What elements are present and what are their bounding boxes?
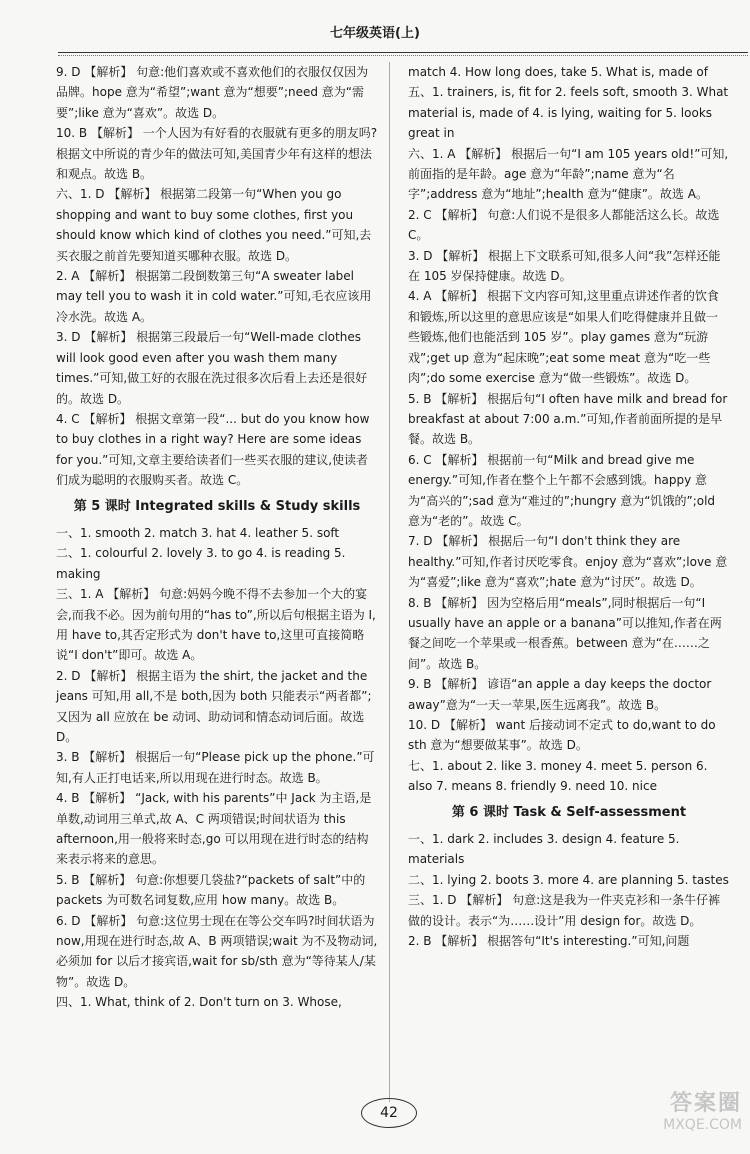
answer-9: 9. D 【解析】 句意:他们喜欢或不喜欢他们的衣服仅仅因为品牌。hope 意为“希望”;want 意为“想要”;need 意为“需要”;like 意为“喜欢”。故选 D。 <box>56 65 369 120</box>
watermark-logo: 答案圈 <box>669 1091 742 1116</box>
part5: 五、1. trainers, is, fit for 2. feels soft, smooth 3. What material is, made of 4. is lying, waiting for 5. looks great in <box>408 85 729 141</box>
part6-answer-2: 2. C 【解析】 句意:人们说不是很多人都能活这么长。故选 C。 <box>408 207 720 243</box>
lesson6-part1: 一、1. dark 2. includes 3. design 4. feature 5. materials <box>408 832 680 867</box>
lesson5-part1: 一、1. smooth 2. match 3. hat 4. leather 5. soft <box>56 525 340 540</box>
lesson5-part3-answer-1: 三、1. A 【解析】 句意:妈妈今晚不得不去参加一个大的宴会,而我不必。因为前句用的“has to”,所以后句根据主语为 I,用 have to,其否定形式为 don't have to,这里可直接简略说“I don't”即可。故选 A。 <box>56 587 376 663</box>
answer-10: 10. B 【解析】 一个人因为有好看的衣服就有更多的朋友吗?根据文中所说的青少年的做法可知,美国青少年有这样的想法和观点。故选 B。 <box>56 126 378 182</box>
part6-answer-4: 4. A 【解析】 根据下文内容可知,这里重点讲述作者的饮食和锻炼,所以这里的意思应该是“如果人们吃得健康并且做一些锻炼,他们也能活到 105 岁”。play games 意为“玩游戏”;get up 意为“起床晚”;eat some meat 意为“吃一些肉”;do some exercise 意为“做一些锻炼”。故选 D。 <box>408 289 719 386</box>
left-column <box>56 62 378 1013</box>
lesson5-part3-answer-3: 3. B 【解析】 根据后一句“Please pick up the phone.”可知,有人正打电话来,所以用现在进行时态。故选 B。 <box>56 750 375 785</box>
part6-answer-10: 10. D 【解析】 want 后接动词不定式 to do,want to do sth 意为“想要做某事”。故选 D。 <box>408 718 716 753</box>
header-rule-dotted <box>58 55 748 56</box>
section-6-answer-1: 六、1. D 【解析】 根据第二段第一句“When you go shopping and want to buy some clothes, first you should know which kind of clothes you need.”可知,去买衣服之前首先要知道买哪种衣服。故选 D。 <box>56 187 372 263</box>
lesson6-part2: 二、1. lying 2. boots 3. more 4. are planning 5. tastes <box>408 872 729 887</box>
lesson5-part3-answer-4: 4. B 【解析】 “Jack, with his parents”中 Jack 为主语,是单数,动词用三单式,故 A、C 两项错误;时间状语为 this afternoon,用一般将来时态,go 可以用现在进行时态的结构来表示将来的意思。 <box>56 791 372 867</box>
lesson5-part3-answer-6: 6. D 【解析】 句意:这位男士现在在等公交车吗?时间状语为 now,用现在进行时态,故 A、B 两项错误;wait 为不及物动词,必须加 for 以后才接宾语,wait for sb/sth 意为“等待某人/某物”。故选 D。 <box>56 913 378 989</box>
section-6-answer-2: 2. A 【解析】 根据第二段倒数第三句“A sweater label may tell you to wash it in cold water.”可知,毛衣应该用冷水洗。故选 A。 <box>56 269 372 324</box>
right-column <box>408 62 730 951</box>
header-rule <box>58 52 748 53</box>
lesson-5-title: 第 5 课时 Integrated skills & Study skills <box>73 498 361 514</box>
lesson5-part2: 二、1. colourful 2. lovely 3. to go 4. is reading 5. making <box>56 546 346 581</box>
part6-answer-3: 3. D 【解析】 根据上下文联系可知,很多人问“我”怎样还能在 105 岁保持健康。故选 D。 <box>408 248 721 284</box>
part4-continued: match 4. How long does, take 5. What is, made of <box>408 65 708 79</box>
lesson-6-title: 第 6 课时 Task & Self-assessment <box>451 804 687 820</box>
part7: 七、1. about 2. like 3. money 4. meet 5. person 6. also 7. means 8. friendly 9. need 10. nice <box>408 758 708 794</box>
watermark-url: MXQE.COM <box>663 1117 742 1133</box>
lesson5-part4: 四、1. What, think of 2. Don't turn on 3. Whose, <box>56 995 342 1010</box>
part6-answer-5: 5. B 【解析】 根据后句“I often have milk and bread for breakfast at about 7:00 a.m.”可知,作者前面所提的是早餐。故选 B。 <box>408 391 728 447</box>
section-6-answer-4: 4. C 【解析】 根据文章第一段“... but do you know how to buy clothes in a right way? Here are some ideas for you.”可知,文章主要给读者们一些买衣服的建议,使读者们成为聪明的衣服购买者。故选 C。 <box>56 411 370 488</box>
section-6-answer-3: 3. D 【解析】 根据第三段最后一句“Well-made clothes will look good even after you wash them many times.”可知,做工好的衣服在洗过很多次后看上去还是很好的。故选 D。 <box>56 330 368 406</box>
column-divider <box>389 62 390 1102</box>
part6-answer-1: 六、1. A 【解析】 根据后一句“I am 105 years old!”可知,前面指的是年龄。age 意为“年龄”;name 意为“名字”;address 意为“地址”;health 意为“健康”。故选 A。 <box>408 146 729 202</box>
part6-answer-7: 7. D 【解析】 根据后一句“I don't think they are healthy.”可知,作者讨厌吃零食。enjoy 意为“喜欢”;love 意为“喜爱”;like 意为“喜欢”;hate 意为“讨厌”。故选 D。 <box>408 534 728 590</box>
lesson6-part3-answer-2: 2. B 【解析】 根据答句“It's interesting.”可知,问题 <box>408 934 690 949</box>
page-header-title: 七年级英语(上) <box>330 26 420 41</box>
page-number: 42 <box>361 1098 417 1128</box>
part6-answer-6: 6. C 【解析】 根据前一句“Milk and bread give me energy.”可知,作者在整个上午都不会感到饿。happy 意为“高兴的”;sad 意为“难过的”;hungry 意为“饥饿的”;old 意为“老的”。故选 C。 <box>408 452 716 528</box>
watermark <box>592 1086 742 1146</box>
lesson5-part3-answer-5: 5. B 【解析】 句意:你想要几袋盐?“packets of salt”中的 packets 为可数名词复数,应用 how many。故选 B。 <box>56 872 366 908</box>
part6-answer-9: 9. B 【解析】 谚语“an apple a day keeps the doctor away”意为“一天一苹果,医生远离我”。故选 B。 <box>408 677 712 712</box>
lesson6-part3-answer-1: 三、1. D 【解析】 句意:这是我为一件夹克衫和一条牛仔裤做的设计。表示“为……设计”用 design for。故选 D。 <box>408 893 721 928</box>
part6-answer-8: 8. B 【解析】 因为空格后用“meals”,同时根据后一句“I usually have an apple or a banana”可以推知,作者在两餐之间吃一个苹果或一根香蕉。between 意为“在……之间”。故选 B。 <box>408 595 722 671</box>
lesson5-part3-answer-2: 2. D 【解析】 根据主语为 the shirt, the jacket and the jeans 可知,用 all,不是 both,因为 both 只能表示“两者都”;又因为 all 应放在 be 动词、助动词和情态动词后面。故选 D。 <box>56 668 372 744</box>
